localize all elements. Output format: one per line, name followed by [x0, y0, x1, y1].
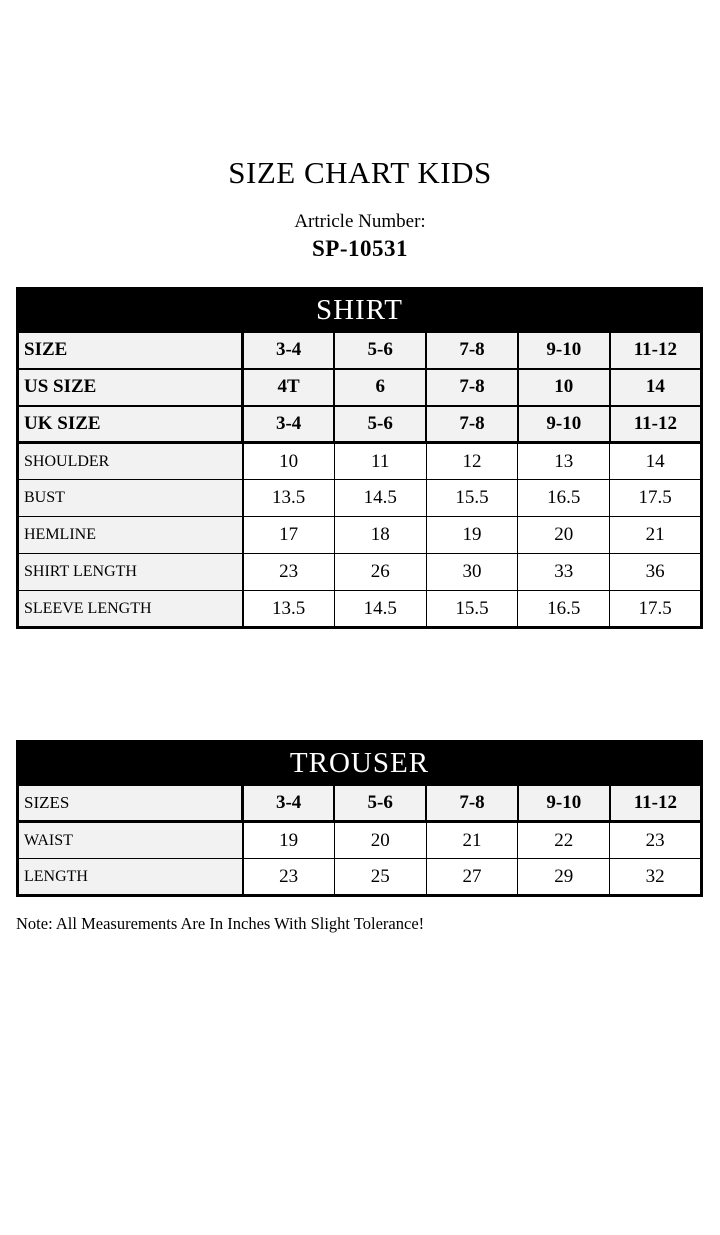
measure-cell: 10 — [243, 443, 335, 480]
measure-cell: 30 — [426, 554, 518, 591]
table-row — [18, 742, 702, 785]
size-cell: 4T — [243, 369, 335, 406]
measure-cell: 17.5 — [610, 591, 702, 628]
measure-cell: 23 — [243, 554, 335, 591]
measure-cell: 25 — [334, 859, 426, 896]
sizes-row-label: SIZES — [18, 785, 243, 822]
measure-cell: 12 — [426, 443, 518, 480]
table-row — [18, 443, 702, 480]
size-cell: 7-8 — [426, 785, 518, 822]
size-cell: 5-6 — [334, 785, 426, 822]
waist-row-label: WAIST — [18, 822, 243, 859]
shirt-length-row-label: SHIRT LENGTH — [18, 554, 243, 591]
table-row — [18, 332, 702, 369]
measure-cell: 19 — [243, 822, 335, 859]
measure-cell: 13.5 — [243, 591, 335, 628]
sleeve-length-row-label: SLEEVE LENGTH — [18, 591, 243, 628]
measure-cell: 16.5 — [518, 591, 610, 628]
hemline-row-label: HEMLINE — [18, 517, 243, 554]
table-row — [18, 554, 702, 591]
measure-cell: 26 — [334, 554, 426, 591]
measure-cell: 18 — [334, 517, 426, 554]
size-cell: 11-12 — [610, 785, 702, 822]
page-title: SIZE CHART KIDS — [228, 155, 492, 190]
size-cell: 7-8 — [426, 332, 518, 369]
shirt-size-table — [16, 287, 703, 629]
size-cell: 11-12 — [610, 406, 702, 443]
table-row — [18, 289, 702, 332]
table-row — [18, 517, 702, 554]
size-chart-page — [0, 155, 720, 1235]
size-cell: 5-6 — [334, 406, 426, 443]
measure-cell: 20 — [334, 822, 426, 859]
measure-cell: 23 — [243, 859, 335, 896]
measure-cell: 16.5 — [518, 480, 610, 517]
size-cell: 7-8 — [426, 406, 518, 443]
measure-cell: 36 — [610, 554, 702, 591]
measure-cell: 20 — [518, 517, 610, 554]
measure-cell: 29 — [518, 859, 610, 896]
size-cell: 6 — [334, 369, 426, 406]
trouser-table-header: TROUSER — [18, 742, 702, 785]
measure-cell: 33 — [518, 554, 610, 591]
table-row — [18, 785, 702, 822]
trouser-size-table — [16, 740, 703, 897]
measurement-note: Note: All Measurements Are In Inches With Slight Tolerance! — [16, 914, 425, 933]
size-cell: 10 — [518, 369, 610, 406]
size-cell: 11-12 — [610, 332, 702, 369]
measure-cell: 14.5 — [334, 480, 426, 517]
size-cell: 9-10 — [518, 406, 610, 443]
measure-cell: 13 — [518, 443, 610, 480]
measure-cell: 14.5 — [334, 591, 426, 628]
measure-cell: 15.5 — [426, 480, 518, 517]
table-row — [18, 859, 702, 896]
measure-cell: 17 — [243, 517, 335, 554]
size-cell: 5-6 — [334, 332, 426, 369]
size-cell: 9-10 — [518, 332, 610, 369]
measure-cell: 13.5 — [243, 480, 335, 517]
measure-cell: 27 — [426, 859, 518, 896]
measure-cell: 19 — [426, 517, 518, 554]
shoulder-row-label: SHOULDER — [18, 443, 243, 480]
measure-cell: 22 — [518, 822, 610, 859]
measure-cell: 32 — [610, 859, 702, 896]
measure-cell: 21 — [426, 822, 518, 859]
bust-row-label: BUST — [18, 480, 243, 517]
table-row — [18, 369, 702, 406]
measure-cell: 23 — [610, 822, 702, 859]
size-cell: 14 — [610, 369, 702, 406]
size-cell: 3-4 — [243, 785, 335, 822]
measure-cell: 14 — [610, 443, 702, 480]
size-row-label: SIZE — [18, 332, 243, 369]
size-cell: 7-8 — [426, 369, 518, 406]
table-row — [18, 591, 702, 628]
table-row — [18, 480, 702, 517]
us-size-row-label: US SIZE — [18, 369, 243, 406]
measure-cell: 11 — [334, 443, 426, 480]
article-number-value: SP-10531 — [312, 236, 408, 261]
table-row — [18, 822, 702, 859]
size-cell: 3-4 — [243, 332, 335, 369]
table-row — [18, 406, 702, 443]
article-number-label: Artricle Number: — [294, 211, 426, 232]
shirt-table-header: SHIRT — [18, 289, 702, 332]
uk-size-row-label: UK SIZE — [18, 406, 243, 443]
measure-cell: 17.5 — [610, 480, 702, 517]
size-cell: 3-4 — [243, 406, 335, 443]
measure-cell: 21 — [610, 517, 702, 554]
size-cell: 9-10 — [518, 785, 610, 822]
measure-cell: 15.5 — [426, 591, 518, 628]
length-row-label: LENGTH — [18, 859, 243, 896]
